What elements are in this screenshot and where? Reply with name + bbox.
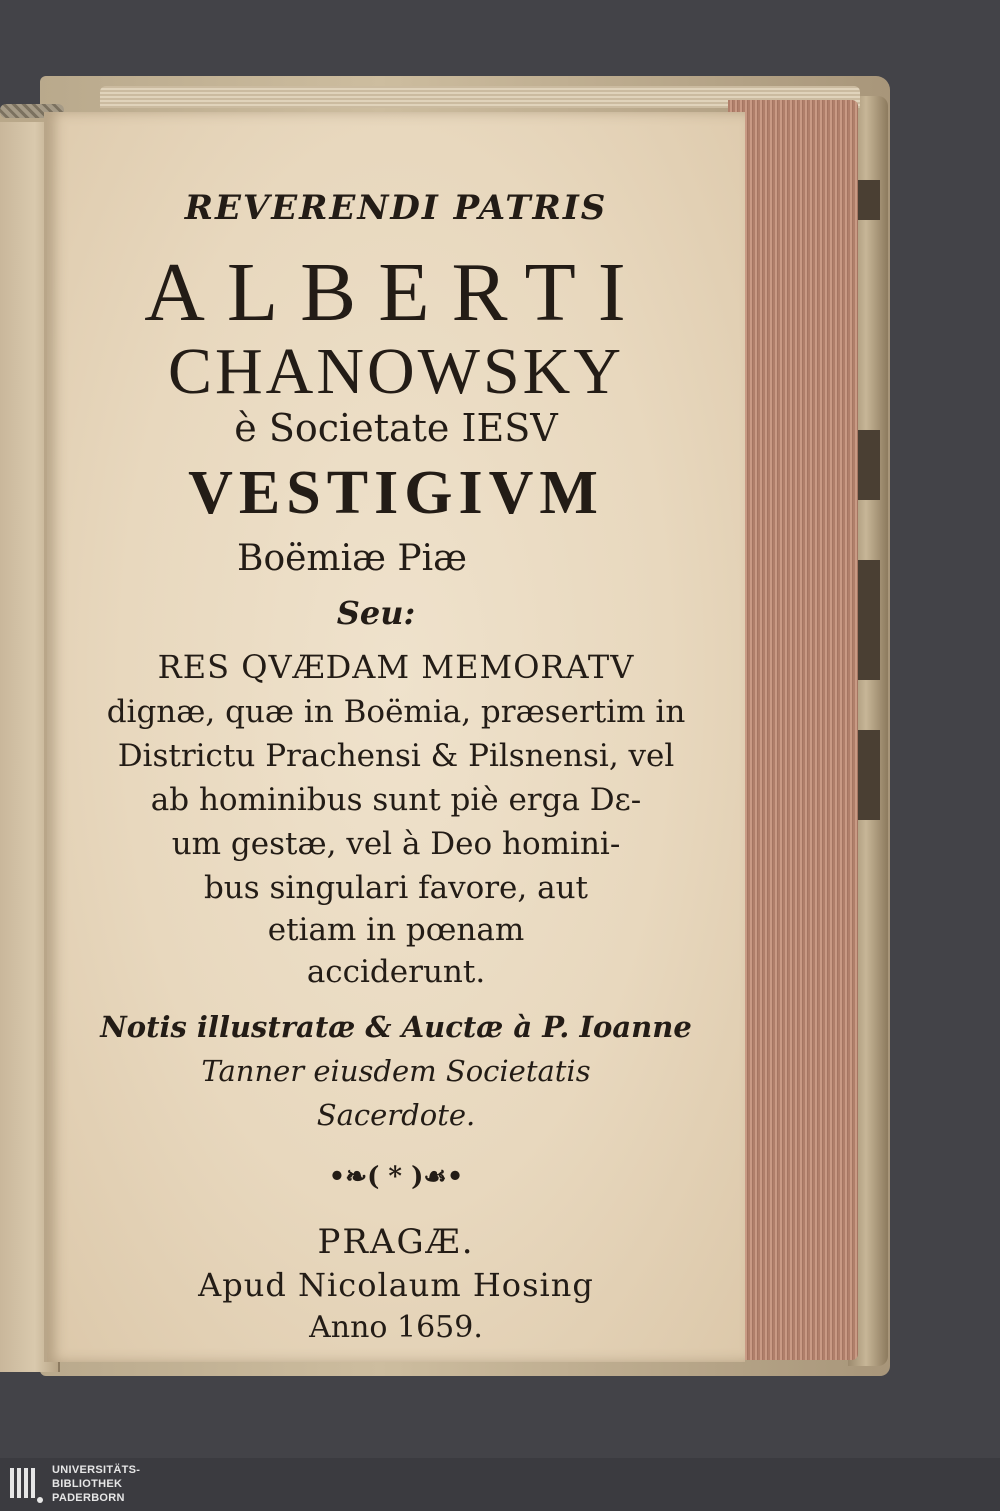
- page-block-edge: [728, 100, 858, 1360]
- title-line-vestigium: VESTIGIVM: [188, 459, 604, 527]
- body-line: Districtu Prachensi & Pilsnensi, vel: [117, 738, 675, 774]
- notis-line: Sacerdote.: [316, 1098, 476, 1132]
- title-line-chanowsky: CHANOWSKY: [168, 335, 624, 408]
- imprint-printer: Apud Nicolaum Hosing: [198, 1266, 594, 1304]
- footer-bar: [0, 1458, 1000, 1511]
- title-line-societate: è Societate IESV: [234, 406, 558, 450]
- title-line-seu: Seu:: [336, 594, 416, 632]
- notis-line: Tanner eiusdem Societatis: [201, 1054, 591, 1088]
- spine-label-mark: [856, 730, 880, 820]
- body-line: RES QVÆDAM MEMORATV: [157, 648, 635, 686]
- notis-line: Notis illustratæ & Auctæ à P. Ioanne: [100, 1010, 692, 1044]
- body-line: ab hominibus sunt piè erga Dε-: [150, 782, 642, 818]
- title-line-alberti: ALBERTI: [144, 246, 648, 339]
- body-line: etiam in pœnam: [267, 912, 525, 948]
- body-line: bus singulari favore, aut: [203, 870, 589, 906]
- title-page: [44, 112, 745, 1362]
- body-line: acciderunt.: [306, 954, 486, 990]
- library-logo-icon: [8, 1466, 44, 1506]
- printers-ornament: •❧( * )☙•: [328, 1162, 464, 1192]
- spine-label-mark: [856, 560, 880, 680]
- library-name-line: BIBLIOTHEK: [52, 1478, 123, 1490]
- imprint-place: PRAGÆ.: [317, 1222, 475, 1262]
- body-line: dignæ, quæ in Boëmia, præsertim in: [106, 694, 686, 730]
- spine-label-mark: [856, 430, 880, 500]
- library-name: [52, 1463, 252, 1505]
- library-name-line: UNIVERSITÄTS-: [52, 1464, 141, 1476]
- spine-label-mark: [856, 180, 880, 220]
- title-line-reverendi: REVERENDI PATRIS: [184, 188, 608, 228]
- body-line: um gestæ, vel à Deo homini-: [171, 826, 621, 862]
- title-line-boemiae: Boëmiæ Piæ: [237, 538, 467, 579]
- library-name-line: PADERBORN: [52, 1492, 125, 1504]
- imprint-year: Anno 1659.: [309, 1310, 483, 1345]
